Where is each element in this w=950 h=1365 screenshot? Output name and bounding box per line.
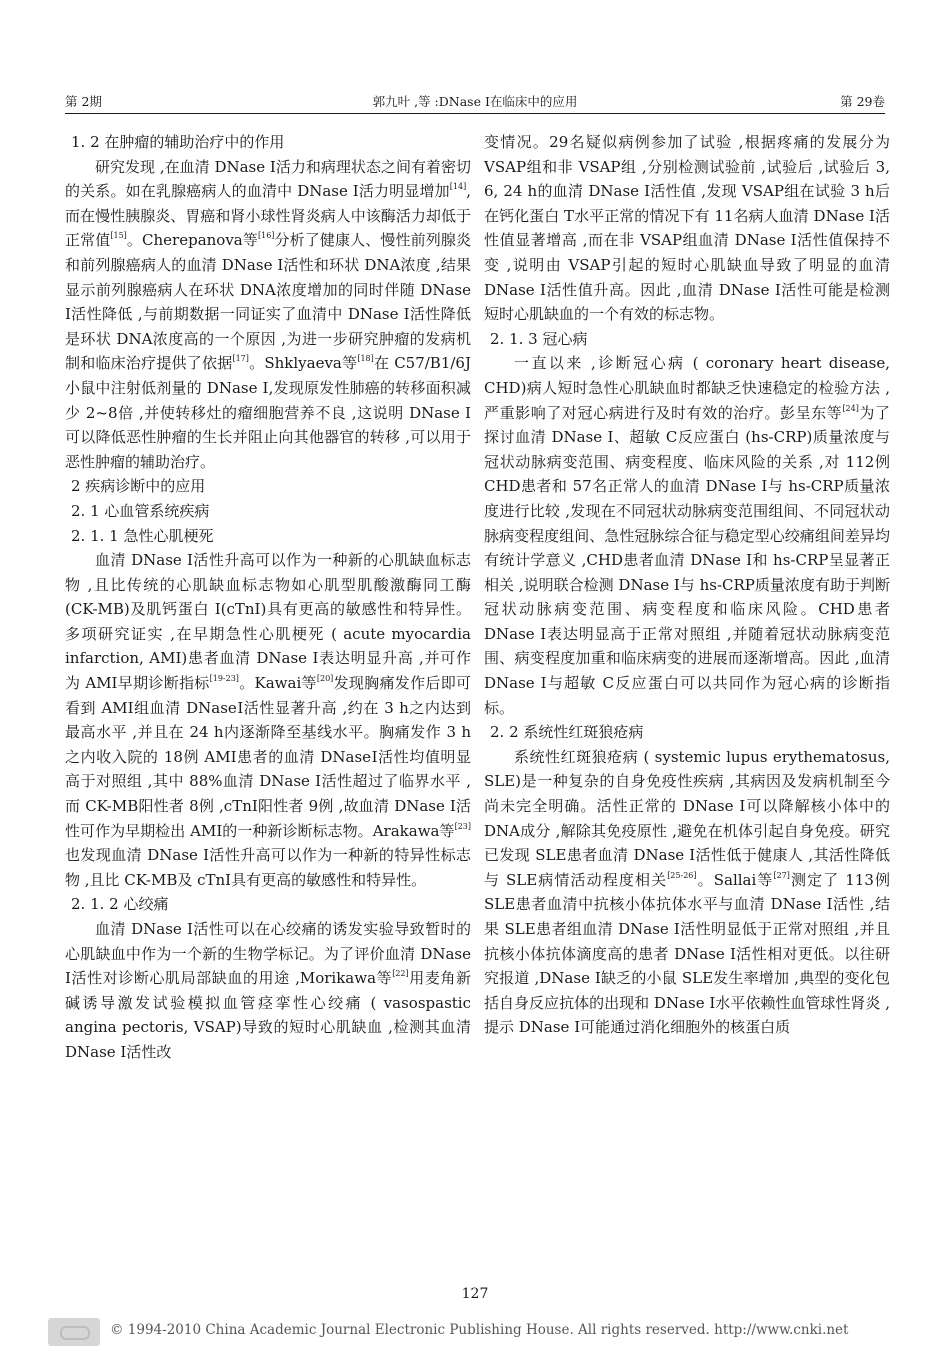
section-heading-2-2: 2. 2 系统性红斑狼疮病 xyxy=(490,723,644,742)
paragraph-ami: 血清 DNase Ⅰ活性升高可以作为一种新的心肌缺血标志物 ,且比传统的心肌缺血标志物如心肌型肌酸激酶同工酶 (CK-MB)及肌钙蛋白 I(cTnI)具有更高的敏感性和特异性。多项研究证实 ,在早期急性心肌梗死 ( acute myocardia infarction, AMI)患者血清 DNase Ⅰ表达明显升高 ,并可作为 AMI早期诊断指标[19-23]。Kawai等[20]发现胸痛发作后即可看到 AMI组血清 DNaseⅠ活性显著升高 ,约在 3 h之内达到最高水平 ,并且在 24 h内逐渐降至基线水平。胸痛发作 3 h之内收入院的 18例 AMI患者的血清 DNaseⅠ活性均值明显高于对照组 ,其中 88%血清 DNase Ⅰ活性超过了临界水平 ,而 CK-MB阳性者 8例 ,cTnI阳性者 9例 ,故血清 DNase Ⅰ活性可作为早期检出 AMI的一种新诊断标志物。Arakawa等[23]也发现血清 DNase Ⅰ活性升高可以作为一种新的特异性标志物 ,且比 CK-MB及 cTnI具有更高的敏感性和特异性。 xyxy=(65,551,471,889)
section-heading-2-1-1: 2. 1. 1 急性心肌梗死 xyxy=(71,526,214,545)
right-column xyxy=(484,130,890,1040)
section-heading-2-1-3: 2. 1. 3 冠心病 xyxy=(490,329,588,348)
page-number: 127 xyxy=(461,1286,489,1302)
citation[interactable]: [19-23] xyxy=(209,674,239,684)
footer xyxy=(48,1318,902,1348)
paragraph-sle: 系统性红斑狼疮病 ( systemic lupus erythematosus, SLE)是一种复杂的自身免疫性疾病 ,其病因及发病机制至今尚未完全明确。活性正常的 DNase Ⅰ可以降解核小体中的 DNA成分 ,解除其免疫原性 ,避免在机体引起自身免疫。研究已发现 SLE患者血清 DNase Ⅰ活性低于健康人 ,其活性降低与 SLE病情活动程度相关[25-26]。Sallai等[27]测定了 113例 SLE患者血清中抗核小体抗体水平与血清 DNase Ⅰ活性 ,结果 SLE患者组血清 DNase Ⅰ活性明显低于正常对照组 ,并且抗核小体抗体滴度高的患者 DNase Ⅰ活性相对更低。以往研究报道 ,DNase Ⅰ缺乏的小鼠 SLE发生率增加 ,典型的变化包括自身反应抗体的出现和 DNase Ⅰ水平依赖性血管球性肾炎 ,提示 DNase Ⅰ可能通过消化细胞外的核蛋白质 xyxy=(484,747,890,1037)
citation[interactable]: [22] xyxy=(392,969,409,979)
volume-number: 第 29卷 xyxy=(840,94,885,109)
citation[interactable]: [23] xyxy=(454,821,471,831)
running-title: 郭九叶 ,等 :DNase Ⅰ在临床中的应用 xyxy=(372,94,578,109)
copyright-notice: © 1994-2010 China Academic Journal Electronic Publishing House. All rights reserved. http://www.cnki.net xyxy=(110,1322,849,1338)
section-heading-2-1-2: 2. 1. 2 心绞痛 xyxy=(71,895,169,914)
citation[interactable]: [24] xyxy=(842,403,859,413)
section-heading-2: 2 疾病诊断中的应用 xyxy=(71,477,206,496)
citation[interactable]: [27] xyxy=(773,870,790,880)
citation[interactable]: [20] xyxy=(316,674,334,684)
citation[interactable]: [25-26] xyxy=(667,870,697,880)
header-rule xyxy=(65,113,885,114)
citation[interactable]: [18] xyxy=(357,354,374,364)
cnki-logo-icon xyxy=(48,1318,100,1346)
left-column xyxy=(65,130,471,1065)
paragraph-angina: 血清 DNase Ⅰ活性可以在心绞痛的诱发实验导致暂时的心肌缺血中作为一个新的生物学标记。为了评价血清 DNase Ⅰ活性对诊断心肌局部缺血的用途 ,Morikawa等[22]用麦角新碱诱导激发试验模拟血管痉挛性心绞痛 ( vasospastic angina pectoris, VSAP)导致的短时心肌缺血 ,检测其血清 DNase Ⅰ活性改 xyxy=(65,920,471,1061)
paragraph-chd: 一直以来 ,诊断冠心病 ( coronary heart disease, CHD)病人短时急性心肌缺血时都缺乏快速稳定的检验方法 ,严重影响了对冠心病进行及时有效的治疗。彭呈东等[24]为了探讨血清 DNase Ⅰ、超敏 C反应蛋白 (hs-CRP)质量浓度与冠状动脉病变范围、病变程度、临床风险的关系 ,对 112例 CHD患者和 57名正常人的血清 DNase Ⅰ与 hs-CRP质量浓度进行比较 ,发现在不同冠状动脉病变范围组间、不同冠状动脉病变程度组间、急性冠脉综合征与稳定型心绞痛组间差异均有统计学意义 ,CHD患者血清 DNase Ⅰ和 hs-CRP呈显著正相关 ,说明联合检测 DNase Ⅰ与 hs-CRP质量浓度有助于判断冠状动脉病变范围、病变程度和临床风险。CHD患者 DNase Ⅰ表达明显高于正常对照组 ,并随着冠状动脉病变范围、病变程度加重和临床病变的进展而逐渐增高。因此 ,血清 DNase Ⅰ与超敏 C反应蛋白可以共同作为冠心病的诊断指标。 xyxy=(484,354,890,717)
citation[interactable]: [14] xyxy=(449,182,467,192)
issue-number: 第 2期 xyxy=(65,94,102,109)
citation[interactable]: [17] xyxy=(232,354,249,364)
citation[interactable]: [15] xyxy=(110,231,127,241)
citation[interactable]: [16] xyxy=(258,231,275,241)
running-header xyxy=(65,92,885,114)
paragraph-angina-continued: 变情况。29名疑似病例参加了试验 ,根据疼痛的发展分为 VSAP组和非 VSAP组 ,分别检测试验前 ,试验后 ,试验后 3, 6, 24 h的血清 DNase Ⅰ活性值 ,发现 VSAP组在试验 3 h后在钙化蛋白 T水平正常的情况下有 11名病人血清 DNase Ⅰ活性值显著增高 ,而在非 VSAP组血清 DNase Ⅰ活性值保持不变 ,说明由 VSAP引起的短时心肌缺血导致了明显的血清 DNase Ⅰ活性值升高。因此 ,血清 DNase Ⅰ活性可能是检测短时心肌缺血的一个有效的标志物。 xyxy=(484,133,890,324)
section-heading-2-1: 2. 1 心血管系统疾病 xyxy=(71,501,210,520)
paragraph-tumor-therapy: 研究发现 ,在血清 DNase Ⅰ活力和病理状态之间有着密切的关系。如在乳腺癌病人的血清中 DNase Ⅰ活力明显增加[14],而在慢性胰腺炎、胃癌和肾小球性肾炎病人中该酶活力却低于正常值[15]。Cherepanova等[16]分析了健康人、慢性前列腺炎和前列腺癌病人的血清 DNase Ⅰ活性和环状 DNA浓度 ,结果显示前列腺癌病人在环状 DNA浓度增加的同时伴随 DNase Ⅰ活性降低 ,与前期数据一同证实了血清中 DNase Ⅰ活性降低是环状 DNA浓度高的一个原因 ,为进一步研究肿瘤的发病机制和临床治疗提供了依据[17]。Shklyaeva等[18]在 C57/B1/6J小鼠中注射低剂量的 DNase Ⅰ,发现原发性肺癌的转移面积减少 2~8倍 ,并使转移灶的瘤细胞营养不良 ,这说明 DNase Ⅰ可以降低恶性肿瘤的生长并阻止向其他器官的转移 ,可以用于恶性肿瘤的辅助治疗。 xyxy=(65,157,471,471)
section-heading-1-2: 1. 2 在肿瘤的辅助治疗中的作用 xyxy=(71,133,285,151)
